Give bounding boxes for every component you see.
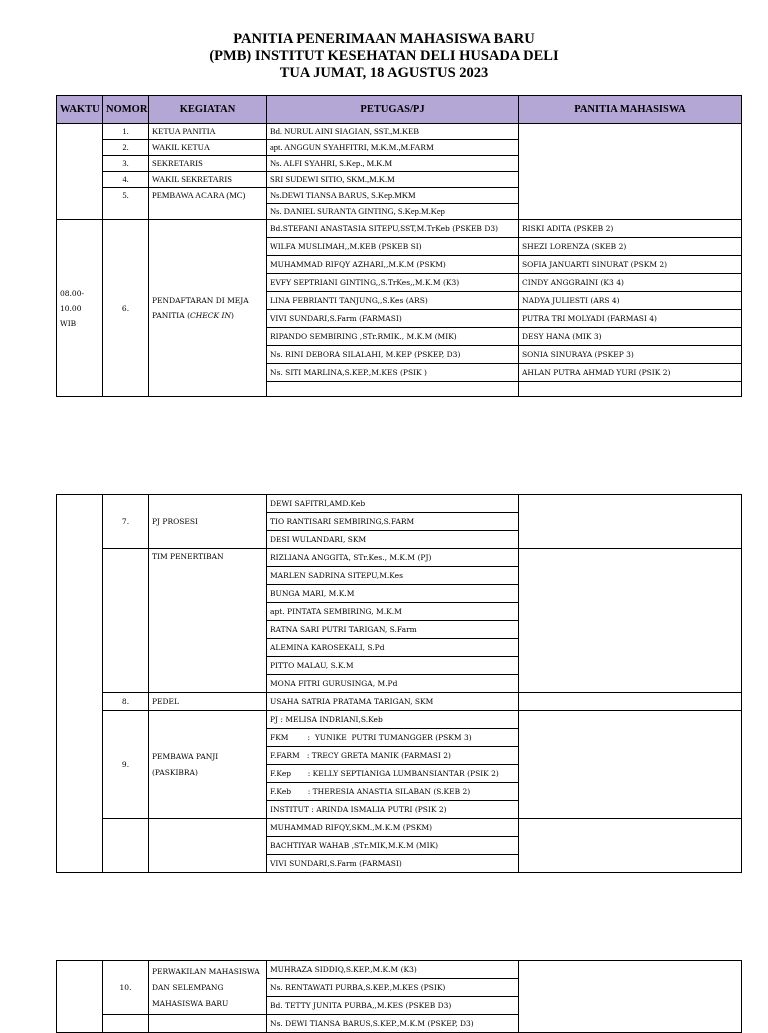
registration-petugas: Ns. RINI DEBORA SILALAHI, M.KEP (PSKEP, D3) [267,346,519,364]
leader-no: 1. [103,124,149,140]
registration-petugas: VIVI SUNDARI,S.Farm (FARMASI) [267,310,519,328]
doc-title-line1: PANITIA PENERIMAAN MAHASISWA BARU [233,31,535,47]
extra-petugas: BACHTIYAR WAHAB ,STr.MIK,M.K.M (MIK) [267,837,519,855]
panitia-cell-empty [519,124,742,220]
schedule-table-3 [56,960,742,1033]
registration-mhs: SHEZI LORENZA (SKEB 2) [519,238,742,256]
leader-no: 5. [103,188,149,220]
leader-name: SRI SUDEWI SITIO, SKM.,M.K.M [267,172,519,188]
pedel-activity: PEDEL [149,693,267,711]
penertiban-petugas: ALEMINA KAROSEKALI, S.Pd [267,639,519,657]
perwakilan-petugas: Ns. DEWI TIANSA BARUS,S.KEP.,M.K.M (PSKEP, D3) [267,1015,519,1033]
pedel-petugas: USAHA SATRIA PRATAMA TARIGAN, SKM [267,693,519,711]
leader-role: WAKIL KETUA [149,140,267,156]
registration-mhs: DESY HANA (MIK 3) [519,328,742,346]
perwakilan-petugas: Ns. RENTAWATI PURBA,S.KEP.,M.KES (PSIK) [267,979,519,997]
registration-petugas: WILFA MUSLIMAH,,M.KEB (PSKEB SI) [267,238,519,256]
leader-name: Ns. DANIEL SURANTA GINTING, S.Kep.M.Kep [267,204,519,220]
registration-mhs: RISKI ADITA (PSKEB 2) [519,220,742,238]
waktu-cell-empty [57,124,103,220]
leader-no: 4. [103,172,149,188]
registration-time: 08.00- 10.00 WIB [57,220,103,397]
extra-activity-empty [149,819,267,873]
col-kegiatan: KEGIATAN [149,96,267,124]
registration-mhs: NADYA JULIESTI (ARS 4) [519,292,742,310]
registration-mhs: SOFIA JANUARTI SINURAT (PSKM 2) [519,256,742,274]
schedule-table-1 [56,95,742,397]
col-petugas: PETUGAS/PJ [267,96,519,124]
leader-role: PEMBAWA ACARA (MC) [149,188,267,220]
leader-name: apt. ANGGUN SYAHFITRI, M.K.M.,M.FARM [267,140,519,156]
prosesi-petugas: TIO RANTISARI SEMBIRING,S.FARM [267,513,519,531]
panji-petugas: INSTITUT : ARINDA ISMALIA PUTRI (PSIK 2) [267,801,519,819]
penertiban-petugas: MARLEN SADRINA SITEPU,M.Kes [267,567,519,585]
registration-activity: PENDAFTARAN DI MEJA PANITIA (CHECK IN) [149,220,267,397]
penertiban-petugas: PITTO MALAU, S.K.M [267,657,519,675]
panji-no: 9. [103,711,149,819]
registration-petugas: Bd.STEFANI ANASTASIA SITEPU,SST,M.TrKeb (PSKEB D3) [267,220,519,238]
penertiban-petugas: BUNGA MARI, M.K.M [267,585,519,603]
extra-petugas: MUHAMMAD RIFQY,SKM.,M.K.M (PSKM) [267,819,519,837]
leader-name: Ns.DEWI TIANSA BARUS, S.Kep.MKM [267,188,519,204]
panji-petugas: PJ : MELISA INDRIANI,S.Keb [267,711,519,729]
penertiban-petugas: RATNA SARI PUTRI TARIGAN, S.Farm [267,621,519,639]
col-waktu: WAKTU [57,96,103,124]
extra-no-empty [103,819,149,873]
panji-petugas: FKM : YUNIKE PUTRI TUMANGGER (PSKM 3) [267,729,519,747]
extra-petugas: VIVI SUNDARI,S.Farm (FARMASI) [267,855,519,873]
registration-petugas: MUHAMMAD RIFQY AZHARI,,M.K.M (PSKM) [267,256,519,274]
pedel-no: 8. [103,693,149,711]
panitia-cell-empty [519,693,742,711]
leader-no: 3. [103,156,149,172]
panji-petugas: F.Kep : KELLY SEPTIANIGA LUMBANSIANTAR (PSIK 2) [267,765,519,783]
panji-petugas: F.FARM : TRECY GRETA MANIK (FARMASI 2) [267,747,519,765]
prosesi-no: 7. [103,495,149,549]
leader-role: KETUA PANITIA [149,124,267,140]
perwakilan-petugas: Bd. TETTY JUNITA PURBA,,M.KES (PSKEB D3) [267,997,519,1015]
col-panitia: PANITIA MAHASISWA [519,96,742,124]
doc-title-line3: TUA JUMAT, 18 AGUSTUS 2023 [279,65,489,81]
leader-name: Ns. ALFI SYAHRI, S.Kep., M.K.M [267,156,519,172]
registration-mhs: SONIA SINURAYA (PSKEP 3) [519,346,742,364]
perwakilan-no: 10. [103,961,149,1015]
registration-petugas-empty [267,382,519,397]
registration-petugas: LINA FEBRIANTI TANJUNG,,S.Kes (ARS) [267,292,519,310]
prosesi-petugas: DESI WULANDARI, SKM [267,531,519,549]
registration-petugas: RIPANDO SEMBIRING ,STr.RMIK., M.K.M (MIK) [267,328,519,346]
registration-mhs: CINDY ANGGRAINI (K3 4) [519,274,742,292]
panitia-cell-empty [519,819,742,873]
registration-mhs: AHLAN PUTRA AHMAD YURI (PSIK 2) [519,364,742,382]
waktu-cell-empty [57,495,103,873]
prosesi-activity: PJ PROSESI [149,495,267,549]
registration-petugas: Ns. SITI MARLINA,S.KEP.,M.KES (PSIK ) [267,364,519,382]
panitia-cell-empty [519,961,742,1033]
penertiban-petugas: apt. PINTATA SEMBIRING, M.K.M [267,603,519,621]
registration-no: 6. [103,220,149,397]
penertiban-petugas: RIZLIANA ANGGITA, STr.Kes., M.K.M (PJ) [267,549,519,567]
prosesi-petugas: DEWI SAFITRI,AMD.Keb [267,495,519,513]
perwakilan-petugas: MUHRAZA SIDDIQ,S.KEP.,M.K.M (K3) [267,961,519,979]
perwakilan-activity: PERWAKILAN MAHASISWA DAN SELEMPANG MAHASISWA BARU [149,961,267,1015]
leader-name: Bd. NURUL AINI SIAGIAN, SST.,M.KEB [267,124,519,140]
doc-title-line2: (PMB) INSTITUT KESEHATAN DELI HUSADA DELI [209,48,559,64]
leader-role: SEKRETARIS [149,156,267,172]
panji-activity: PEMBAWA PANJI (PASKIBRA) [149,711,267,819]
schedule-table-2 [56,494,742,873]
registration-petugas: EVFY SEPTRIANI GINTING,,S.TrKes,,M.K.M (K3) [267,274,519,292]
penertiban-activity: TIM PENERTIBAN [149,549,267,693]
leader-no: 2. [103,140,149,156]
panitia-cell-empty [519,711,742,819]
leader-role: WAKIL SEKRETARIS [149,172,267,188]
waktu-cell-empty [57,961,103,1033]
col-nomor: NOMOR [103,96,149,124]
penertiban-petugas: MONA FITRI GURUSINGA, M.Pd [267,675,519,693]
penertiban-no-empty [103,549,149,693]
registration-mhs: PUTRA TRI MOLYADI (FARMASI 4) [519,310,742,328]
registration-mhs-empty [519,382,742,397]
panitia-cell-empty [519,549,742,693]
panitia-cell-empty [519,495,742,549]
panji-petugas: F.Keb : THERESIA ANASTIA SILABAN (S.KEB 2) [267,783,519,801]
